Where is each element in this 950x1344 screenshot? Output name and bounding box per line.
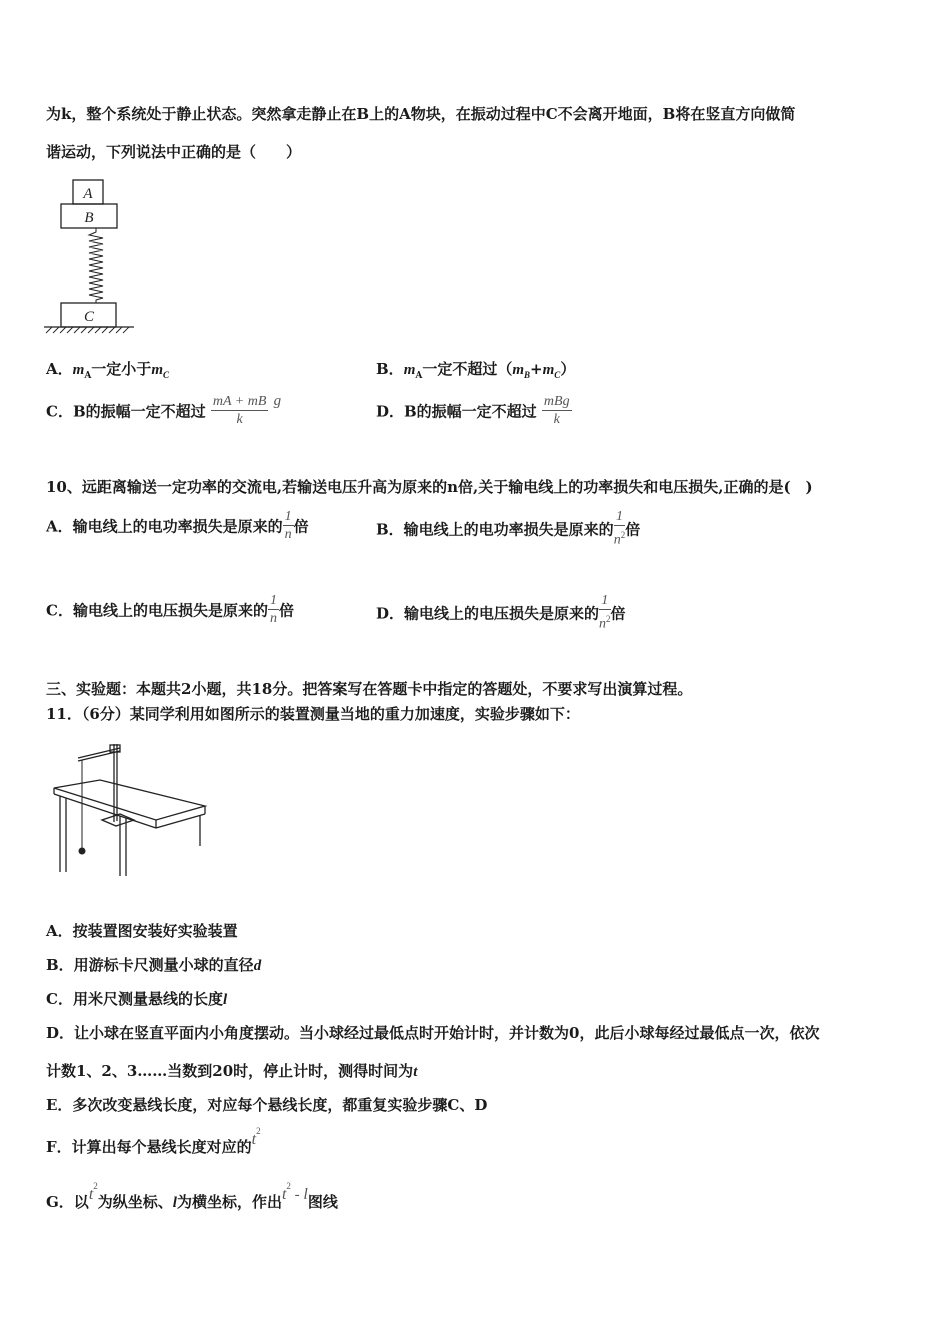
q9-option-d[interactable]: D．B的振幅一定不超过 $\frac{\text{mBg}}{k}$ bbox=[376, 394, 570, 427]
q11-step-c: C．用米尺测量悬线的长度l bbox=[46, 990, 228, 1008]
q9-option-a[interactable]: A．$m_A$一定小于$m_C$ bbox=[46, 360, 169, 381]
label-b: B bbox=[84, 210, 94, 226]
q11-step-e: E．多次改变悬线长度，对应每个悬线长度，都重复实验步骤C、D bbox=[46, 1096, 488, 1114]
table-top bbox=[54, 780, 205, 820]
q9-stem-line2: 谐运动，下列说法中正确的是（ ） bbox=[46, 143, 302, 161]
fraction-1-over-n: $\frac{1}{n}$ bbox=[269, 593, 277, 626]
q10-option-a[interactable]: A．输电线上的电功率损失是原来的 $\frac{1}{n}$ 倍 bbox=[46, 509, 309, 542]
q11-step-d-line1: D．让小球在竖直平面内小角度摆动。当小球经过最低点时开始计时，并计数为0，此后小球每经过最低点一次，依次 bbox=[46, 1024, 820, 1042]
pendulum-apparatus-figure bbox=[50, 736, 212, 878]
pendulum-ball bbox=[79, 848, 86, 855]
fraction-1-over-n: $\frac{1}{n}$ bbox=[284, 509, 292, 542]
label-a: A bbox=[83, 186, 93, 202]
q11-step-b: B．用游标卡尺测量小球的直径d bbox=[46, 956, 262, 974]
q11-step-d-line2: 计数1、2、3……当数到20时，停止计时，测得时间为t bbox=[46, 1062, 418, 1080]
ground-hatch bbox=[46, 327, 129, 333]
fraction-1-over-n2: $\frac{1}{n^2}$ bbox=[599, 593, 611, 632]
spring-blocks-figure bbox=[42, 176, 138, 334]
q10-option-b[interactable]: B．输电线上的电功率损失是原来的 $\frac{1}{n^2}$ 倍 bbox=[376, 509, 641, 548]
q10-option-c[interactable]: C．输电线上的电压损失是原来的 $\frac{1}{n}$ 倍 bbox=[46, 593, 294, 626]
q10-stem: 10、远距离输送一定功率的交流电,若输送电压升高为原来的n倍,关于输电线上的功率损失和电压损失,正确的是( ) bbox=[46, 478, 813, 496]
q11-step-f: F．计算出每个悬线长度对应的$t^2$ bbox=[46, 1126, 261, 1156]
q9-stem-line1: 为k，整个系统处于静止状态。突然拿走静止在B上的A物块，在振动过程中C不会离开地面，B将在竖直方向做简 bbox=[46, 105, 796, 123]
q10-option-d[interactable]: D．输电线上的电压损失是原来的 $\frac{1}{n^2}$ 倍 bbox=[376, 593, 626, 632]
section-heading: 三、实验题：本题共2小题，共18分。把答案写在答题卡中指定的答题处，不要求写出演算过程。 bbox=[46, 680, 693, 698]
fraction-c: $\frac{mA + mB}{k}$ bbox=[212, 394, 267, 427]
spring bbox=[89, 228, 103, 303]
q9-option-c[interactable]: C．B的振幅一定不超过 $\frac{mA + mB}{k}$ g bbox=[46, 392, 282, 427]
label-c: C bbox=[83, 309, 95, 325]
q11-stem: 11．（6分）某同学利用如图所示的装置测量当地的重力加速度，实验步骤如下： bbox=[46, 705, 580, 723]
q11-step-a: A．按装置图安装好实验装置 bbox=[46, 922, 238, 940]
fraction-1-over-n2: $\frac{1}{n^2}$ bbox=[613, 509, 626, 548]
fraction-d: $\frac{\text{mBg}}{k}$ bbox=[543, 394, 570, 427]
q11-step-g: G．以$t^2$为纵坐标、l为横坐标，作出$t^2$ - l图线 bbox=[46, 1181, 338, 1211]
q9-option-b[interactable]: B．$m_A$一定不超过$(m_B+m_C)$ bbox=[376, 360, 576, 381]
